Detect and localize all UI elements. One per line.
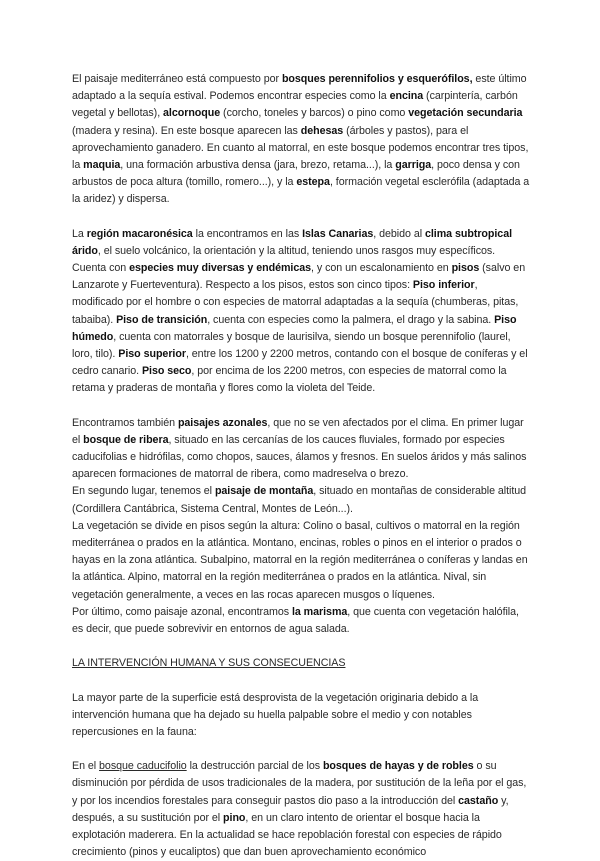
text: la encontramos en las — [192, 227, 303, 240]
paragraph-human-intervention — [72, 690, 530, 742]
text: este último adaptado a la sequía estival. Podemos encontrar especies como la — [72, 73, 527, 103]
section-heading: LA INTERVENCIÓN HUMANA Y SUS CONSECUENCIAS — [72, 657, 346, 670]
bold-term: garriga — [395, 159, 432, 172]
text: , en un claro intento de orientar el bosque hacia la explotación maderera. En la actualidad se hace repoblación forestal con especies de rápido crecimiento (pinos y eucaliptos) que dan buen aprovechamiento económico — [72, 811, 502, 859]
bold-term: Piso superior — [118, 348, 186, 361]
text: (carpintería, carbón vegetal y bellotas), — [72, 90, 518, 120]
text: Por último, como paisaje azonal, encontramos — [72, 605, 292, 618]
bold-term: dehesas — [300, 124, 344, 137]
bold-term: bosques de hayas y de robles — [322, 760, 474, 773]
bold-term: bosque de ribera — [83, 433, 169, 446]
bold-term: región macaronésica — [86, 227, 193, 240]
text: la destrucción parcial de los — [186, 760, 323, 773]
text: , que cuenta con vegetación halófila, es decir, que puede sobrevivir en entornos de agua salada. — [72, 605, 519, 636]
bold-term: encina — [389, 90, 424, 103]
spacer — [72, 209, 530, 226]
text: , modificado por el hombre o con especies de matorral adaptadas a la sequía (chumberas, pitas, tabaiba). — [72, 279, 519, 326]
bold-term: pisos — [451, 262, 480, 275]
text: , poco densa y con arbustos de poca altura (tomillo, romero...), y la — [72, 159, 520, 189]
bold-term: la marisma — [291, 605, 348, 618]
text: , el suelo volcánico, la orientación y la altitud, teniendo unos rasgos muy específicos. Cuenta con — [72, 244, 496, 275]
text: , cuenta con especies como la palmera, el drago y la sabina. — [207, 313, 495, 326]
bold-term: Piso de transición — [116, 313, 208, 326]
paragraph-macaronesian — [72, 226, 530, 398]
document-page — [72, 71, 530, 861]
paragraph-deciduous-forest — [72, 758, 530, 861]
text: o su disminución por pérdida de usos tradicionales de la madera, por sustitución de la leña por el gas, y por los incendios forestales para conseguir pastos dio paso a la introducción del — [72, 760, 527, 807]
bold-term: Piso seco — [141, 365, 192, 378]
spacer — [72, 741, 530, 758]
text: (corcho, toneles y barcos) o pino como — [220, 107, 409, 120]
text: , formación vegetal esclerófila (adaptada a la aridez) y dispersa. — [72, 176, 530, 206]
text: , una formación arbustiva densa (jara, brezo, retama...), la — [120, 159, 396, 172]
bold-term: bosques perennifolios y esquerófilos, — [281, 73, 473, 85]
text: , entre los 1200 y 2200 metros, contando con el bosque de coníferas y el cedro canario. — [72, 348, 528, 378]
bold-term: Piso húmedo — [72, 313, 517, 343]
text: , debido al — [373, 227, 425, 240]
paragraph-marsh — [72, 604, 530, 638]
paragraph-azonal-riparian — [72, 415, 530, 484]
bold-term: pino — [223, 811, 246, 824]
bold-term: Islas Canarias — [302, 227, 374, 240]
spacer — [72, 398, 530, 415]
text: Encontramos también — [72, 416, 178, 429]
text: y, después, a su sustitución por el — [72, 794, 509, 824]
bold-term: especies muy diversas y endémicas — [129, 262, 312, 275]
bold-term: alcornoque — [163, 107, 221, 120]
bold-term: clima subtropical árido — [72, 227, 513, 257]
text: (árboles y pastos), para el aprovechamiento ganadero. En cuanto al matorral, en este bosque podemos encontrar tres tipos, la — [72, 124, 529, 172]
text: La — [72, 227, 87, 240]
paragraph-mediterranean — [72, 71, 530, 209]
text: , que no se ven afectados por el clima. En primer lugar el — [72, 416, 524, 446]
text: En el — [72, 760, 100, 773]
bold-term: castaño — [458, 794, 499, 807]
text: , cuenta con matorrales y bosque de laurisilva, siendo un bosque perennifolio (laurel, loro, tilo). — [72, 330, 511, 361]
text: , y con un escalonamiento en — [311, 262, 452, 275]
text: La vegetación se divide en pisos según la altura: Colino o basal, cultivos o matorral en la región mediterránea o prados en la atlántica. Montano, encinas, robles o pinos en el interior o prados o hayas en la zona atlántica. Subalpino, matorral en la región mediterránea o coníferas y landas en la atlántica. Alpino, matorral en la región mediterránea o prados en la atlántica. Nival, sin vegetación generalmente, a veces en las rocas aparecen musgos o líquenes. — [72, 519, 528, 601]
paragraph-altitude-floors — [72, 518, 530, 604]
bold-term: vegetación secundaria — [408, 107, 523, 120]
text: En segundo lugar, tenemos el — [72, 485, 215, 498]
text: El paisaje mediterráneo está compuesto por — [72, 73, 282, 85]
spacer — [72, 673, 530, 690]
text: (salvo en Lanzarote y Fuerteventura). Respecto a los pisos, estos son cinco tipos: — [72, 262, 526, 292]
bold-term: estepa — [296, 176, 330, 189]
bold-term: Piso inferior — [412, 279, 475, 292]
paragraph-mountain — [72, 483, 530, 517]
text: , situado en montañas de considerable altitud (Cordillera Cantábrica, Sistema Central, Montes de León...). — [72, 485, 527, 515]
text: , situado en las cercanías de los cauces fluviales, formado por especies caducifolias e hidrófilas, como chopos, sauces, álamos y fresnos. En suelos áridos y más salinos aparecen formaciones de matorral de ribera, como madreselva o brezo. — [72, 433, 527, 481]
underlined-term: bosque caducifolio — [99, 760, 187, 773]
spacer — [72, 638, 530, 655]
bold-term: paisaje de montaña — [214, 485, 314, 498]
text: (madera y resina). En este bosque aparecen las — [72, 124, 301, 137]
bold-term: paisajes azonales — [177, 416, 268, 429]
text: , por encima de los 2200 metros, con especies de matorral como la retama y praderas de montaña y flores como la violeta del Teide. — [72, 365, 507, 395]
bold-term: maquia — [83, 159, 121, 172]
text: La mayor parte de la superficie está desprovista de la vegetación originaria debido a la intervención humana que ha dejado su huella palpable sobre el medio y con notables repercusiones en la fauna: — [72, 691, 479, 738]
